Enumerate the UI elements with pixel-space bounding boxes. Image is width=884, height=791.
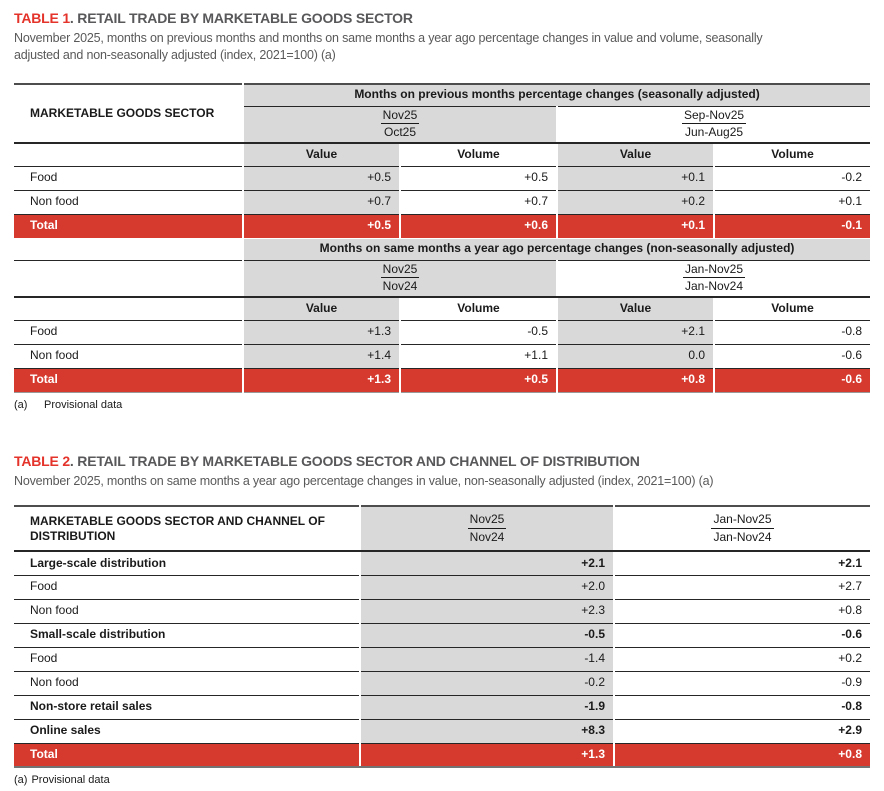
value-cell: -0.8 — [714, 320, 870, 344]
t2-row-online — [14, 719, 870, 743]
t1-s2-row-food — [14, 320, 870, 344]
measure-header: Volume — [714, 297, 870, 320]
empty-stub-cell — [14, 143, 243, 166]
table2-subtitle: November 2025, months on same months a year ago percentage changes in value, non-seasonally adjusted (index, 2021=100) (a) — [14, 473, 714, 488]
period-denominator: Jun-Aug25 — [685, 125, 744, 140]
total-value-cell: +1.3 — [360, 743, 614, 767]
t1-s2-period-1 — [243, 260, 557, 297]
table2-title — [14, 453, 870, 469]
total-value-cell: +0.8 — [557, 368, 714, 392]
total-value-cell: +1.3 — [243, 368, 400, 392]
footnote-text: Provisional data — [31, 774, 110, 787]
t1-s2-measures-row — [14, 297, 870, 320]
measure-header: Volume — [400, 143, 557, 166]
t1-s1-row-food — [14, 166, 870, 190]
period-numerator: Sep-Nov25 — [682, 109, 746, 125]
period-denominator: Oct25 — [383, 125, 416, 140]
value-cell: +0.5 — [243, 166, 400, 190]
measure-header: Volume — [714, 143, 870, 166]
value-cell: +0.1 — [557, 166, 714, 190]
t1-s1-measures-row — [14, 143, 870, 166]
value-cell: +0.5 — [400, 166, 557, 190]
table2-footnote — [14, 774, 870, 786]
total-label: Total — [14, 368, 243, 392]
table2-title-text: . RETAIL TRADE BY MARKETABLE GOODS SECTOR AND CHANNEL OF DISTRIBUTION — [69, 452, 640, 469]
row-label: Non food — [14, 190, 243, 214]
period-denominator: Jan-Nov24 — [713, 529, 772, 544]
total-value-cell: +0.8 — [614, 743, 870, 767]
empty-stub-cell — [14, 297, 243, 320]
period-denominator: Nov24 — [469, 529, 505, 544]
value-cell: +0.2 — [614, 647, 870, 671]
t2-row-large-scale — [14, 551, 870, 575]
value-cell: +0.1 — [714, 190, 870, 214]
row-label: Non food — [14, 344, 243, 368]
measure-header: Value — [243, 297, 400, 320]
measure-header: Value — [557, 297, 714, 320]
row-label: Food — [14, 320, 243, 344]
t1-s1-section-header: Months on previous months percentage changes (seasonally adjusted) — [243, 84, 870, 106]
row-label: Food — [14, 647, 360, 671]
total-label: Total — [14, 214, 243, 238]
t1-stub-header: MARKETABLE GOODS SECTOR — [14, 84, 243, 143]
measure-header: Volume — [400, 297, 557, 320]
value-cell: +0.8 — [614, 599, 870, 623]
measure-header: Value — [557, 143, 714, 166]
row-label: Online sales — [14, 719, 360, 743]
value-cell: -0.5 — [400, 320, 557, 344]
measure-header: Value — [243, 143, 400, 166]
row-label: Non-store retail sales — [14, 695, 360, 719]
t2-row-food-2 — [14, 647, 870, 671]
t1-s2-period-2 — [557, 260, 870, 297]
period-numerator: Jan-Nov25 — [683, 263, 745, 279]
table2-block — [14, 453, 870, 787]
t2-row-nonstore — [14, 695, 870, 719]
value-cell: +0.7 — [400, 190, 557, 214]
empty-stub-cell — [14, 238, 243, 260]
t1-s2-row-nonfood — [14, 344, 870, 368]
t1-s1-period-1 — [243, 106, 557, 143]
period-numerator: Jan-Nov25 — [711, 513, 773, 529]
footnote-marker: (a) — [14, 398, 28, 411]
t2-stub-header: MARKETABLE GOODS SECTOR AND CHANNEL OF DISTRIBUTION — [14, 506, 360, 551]
t2-row-nonfood-2 — [14, 671, 870, 695]
value-cell: 0.0 — [557, 344, 714, 368]
total-label: Total — [14, 743, 360, 767]
value-cell: +8.3 — [360, 719, 614, 743]
table1-title-number: TABLE 1 — [14, 10, 70, 26]
t2-period-1 — [360, 506, 614, 551]
period-numerator: Nov25 — [381, 109, 420, 125]
t1-s1-header-row — [14, 84, 870, 106]
t1-s1-period-2 — [557, 106, 870, 143]
t1-s2-period-row — [14, 260, 870, 297]
value-cell: +2.7 — [614, 575, 870, 599]
total-value-cell: +0.5 — [400, 368, 557, 392]
t1-s2-header-row — [14, 238, 870, 260]
value-cell: -0.6 — [614, 623, 870, 647]
table2 — [14, 505, 870, 768]
value-cell: -1.9 — [360, 695, 614, 719]
empty-stub-cell — [14, 260, 243, 297]
period-numerator: Nov25 — [468, 513, 507, 529]
value-cell: +2.3 — [360, 599, 614, 623]
t1-s2-section-header: Months on same months a year ago percentage changes (non-seasonally adjusted) — [243, 238, 870, 260]
period-numerator: Nov25 — [381, 263, 420, 279]
total-value-cell: +0.5 — [243, 214, 400, 238]
table1 — [14, 83, 870, 393]
table1-title-text: . RETAIL TRADE BY MARKETABLE GOODS SECTOR — [69, 10, 413, 26]
value-cell: -0.2 — [714, 166, 870, 190]
total-value-cell: +0.6 — [400, 214, 557, 238]
t1-s1-row-nonfood — [14, 190, 870, 214]
t2-period-2 — [614, 506, 870, 551]
t2-total-row — [14, 743, 870, 767]
table1-subtitle: November 2025, months on previous months and months on same months a year ago percentage changes in value and volume, seasonally adjusted and non-seasonally adjusted (index, 2021=100) (a) — [14, 31, 763, 62]
value-cell: +0.7 — [243, 190, 400, 214]
row-label: Non food — [14, 671, 360, 695]
row-label: Small-scale distribution — [14, 623, 360, 647]
value-cell: +2.1 — [614, 551, 870, 575]
footnote-text: Provisional data — [44, 398, 123, 411]
period-denominator: Nov24 — [382, 279, 418, 294]
value-cell: -0.9 — [614, 671, 870, 695]
value-cell: +2.0 — [360, 575, 614, 599]
value-cell: +2.1 — [360, 551, 614, 575]
value-cell: -0.6 — [714, 344, 870, 368]
row-label: Food — [14, 575, 360, 599]
value-cell: +1.1 — [400, 344, 557, 368]
table1-block — [14, 10, 870, 411]
total-value-cell: +0.1 — [557, 214, 714, 238]
period-denominator: Jan-Nov24 — [685, 279, 744, 294]
value-cell: -0.5 — [360, 623, 614, 647]
t2-header-row — [14, 506, 870, 551]
row-label: Non food — [14, 599, 360, 623]
table1-footnote — [14, 399, 870, 411]
t1-s2-total-row — [14, 368, 870, 392]
t2-row-food-1 — [14, 575, 870, 599]
value-cell: -0.8 — [614, 695, 870, 719]
total-value-cell: -0.1 — [714, 214, 870, 238]
row-label: Large-scale distribution — [14, 551, 360, 575]
value-cell: -1.4 — [360, 647, 614, 671]
value-cell: +2.9 — [614, 719, 870, 743]
value-cell: +1.4 — [243, 344, 400, 368]
t1-s1-total-row — [14, 214, 870, 238]
value-cell: +2.1 — [557, 320, 714, 344]
row-label: Food — [14, 166, 243, 190]
total-value-cell: -0.6 — [714, 368, 870, 392]
table1-title — [14, 10, 870, 26]
t2-row-nonfood-1 — [14, 599, 870, 623]
value-cell: -0.2 — [360, 671, 614, 695]
footnote-marker: (a) — [14, 774, 28, 787]
value-cell: +1.3 — [243, 320, 400, 344]
t2-row-small-scale — [14, 623, 870, 647]
value-cell: +0.2 — [557, 190, 714, 214]
table2-title-number: TABLE 2 — [14, 452, 70, 469]
